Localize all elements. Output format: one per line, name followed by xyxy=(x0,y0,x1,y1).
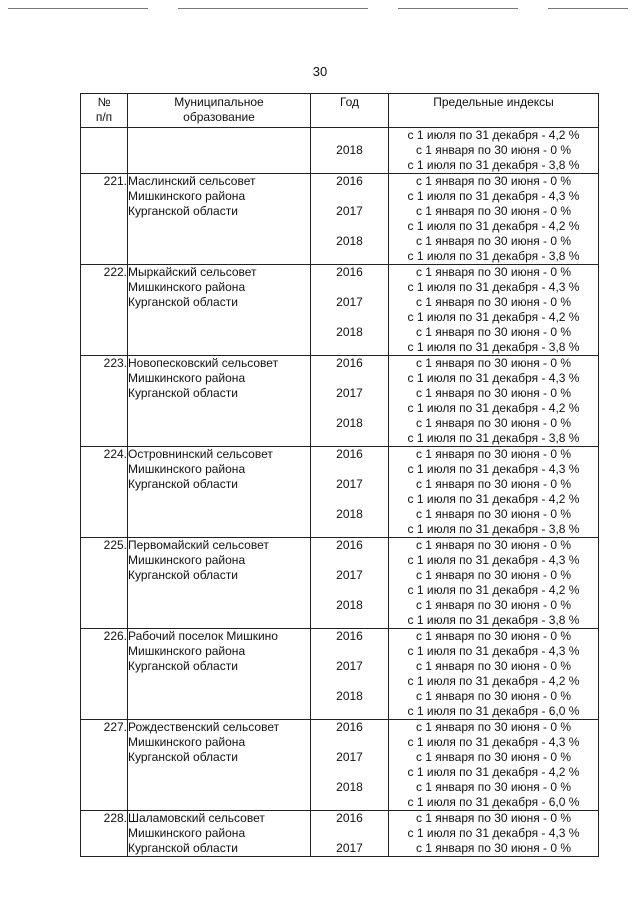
municipality-name-line: Мишкинского района xyxy=(128,644,246,658)
row-number: 224. xyxy=(81,447,128,538)
year-value: 2018 xyxy=(336,780,363,794)
header-indices xyxy=(389,94,599,128)
year-value xyxy=(311,462,388,477)
year-value: 2017 xyxy=(336,568,363,582)
index-value: с 1 января по 30 июня - 0 % xyxy=(415,841,572,855)
year-value xyxy=(311,128,388,143)
index-value: с 1 января по 30 июня - 0 % xyxy=(415,750,572,764)
index-cell xyxy=(389,128,599,174)
year-value: 2017 xyxy=(336,386,363,400)
index-cell xyxy=(389,174,599,265)
index-value: с 1 июля по 31 декабря - 4,2 % xyxy=(407,128,580,142)
municipality-name xyxy=(128,128,311,174)
index-value: с 1 июля по 31 декабря - 4,2 % xyxy=(407,765,580,779)
table-row xyxy=(81,356,599,447)
year-value xyxy=(311,340,388,355)
municipality-name-line: Курганской области xyxy=(128,750,238,764)
index-value: с 1 января по 30 июня - 0 % xyxy=(415,416,572,430)
year-value: 2016 xyxy=(336,356,363,370)
year-value xyxy=(311,735,388,750)
index-value: с 1 июля по 31 декабря - 3,8 % xyxy=(407,613,580,627)
year-value: 2018 xyxy=(336,507,363,521)
municipality-name-line: Мыркайский сельсовет xyxy=(128,265,257,279)
index-value: с 1 июля по 31 декабря - 4,3 % xyxy=(407,644,580,658)
municipality-name xyxy=(128,174,311,265)
municipality-name-line: Курганской области xyxy=(128,841,238,855)
year-value xyxy=(311,310,388,325)
index-cell xyxy=(389,538,599,629)
municipality-name-line: Курганской области xyxy=(128,204,238,218)
year-cell xyxy=(311,356,389,447)
year-value xyxy=(311,492,388,507)
index-value: с 1 января по 30 июня - 0 % xyxy=(415,598,572,612)
year-value: 2017 xyxy=(336,204,363,218)
municipality-name xyxy=(128,538,311,629)
index-value: с 1 июля по 31 декабря - 6,0 % xyxy=(407,704,580,718)
header-number-line: п/п xyxy=(95,110,113,124)
row-number: 223. xyxy=(81,356,128,447)
scan-edge-line xyxy=(398,8,518,9)
year-cell xyxy=(311,447,389,538)
index-value: с 1 января по 30 июня - 0 % xyxy=(415,720,572,734)
row-number: 222. xyxy=(81,265,128,356)
row-number: 225. xyxy=(81,538,128,629)
scan-edge-line xyxy=(8,8,148,9)
year-cell xyxy=(311,538,389,629)
index-value: с 1 января по 30 июня - 0 % xyxy=(415,174,572,188)
municipality-name-line: Курганской области xyxy=(128,386,238,400)
tariff-index-table xyxy=(80,93,599,857)
index-value: с 1 июля по 31 декабря - 6,0 % xyxy=(407,795,580,809)
index-value: с 1 января по 30 июня - 0 % xyxy=(415,659,572,673)
year-value: 2017 xyxy=(336,750,363,764)
index-value: с 1 января по 30 июня - 0 % xyxy=(415,629,572,643)
header-number xyxy=(81,94,128,128)
row-number: 227. xyxy=(81,720,128,811)
row-number: 221. xyxy=(81,174,128,265)
year-cell xyxy=(311,174,389,265)
municipality-name-line: Мишкинского района xyxy=(128,371,246,385)
index-value: с 1 января по 30 июня - 0 % xyxy=(415,356,572,370)
index-value: с 1 июля по 31 декабря - 3,8 % xyxy=(407,249,580,263)
year-cell xyxy=(311,811,389,857)
year-value xyxy=(311,219,388,234)
municipality-name xyxy=(128,265,311,356)
index-value: с 1 января по 30 июня - 0 % xyxy=(415,538,572,552)
header-municipality xyxy=(128,94,311,128)
year-value: 2017 xyxy=(336,841,363,855)
index-value: с 1 января по 30 июня - 0 % xyxy=(415,325,572,339)
year-value xyxy=(311,401,388,416)
municipality-name-line: Рабочий поселок Мишкино xyxy=(128,629,278,643)
index-cell xyxy=(389,811,599,857)
index-cell xyxy=(389,356,599,447)
municipality-name-line: Мишкинского района xyxy=(128,553,246,567)
header-year xyxy=(311,94,389,128)
index-value: с 1 января по 30 июня - 0 % xyxy=(415,780,572,794)
header-number-line: № xyxy=(97,95,111,109)
year-value xyxy=(311,371,388,386)
index-value: с 1 июля по 31 декабря - 4,3 % xyxy=(407,735,580,749)
year-value xyxy=(311,158,388,173)
municipality-name-line: Шаламовский сельсовет xyxy=(128,811,265,825)
year-cell xyxy=(311,265,389,356)
table-row xyxy=(81,629,599,720)
year-value: 2016 xyxy=(336,265,363,279)
row-number xyxy=(81,128,128,174)
year-value: 2016 xyxy=(336,720,363,734)
table-row xyxy=(81,811,599,857)
index-value: с 1 июля по 31 декабря - 3,8 % xyxy=(407,431,580,445)
year-value: 2018 xyxy=(336,234,363,248)
table-row xyxy=(81,128,599,174)
page-number: 30 xyxy=(312,64,328,79)
index-value: с 1 июля по 31 декабря - 4,3 % xyxy=(407,189,580,203)
index-value: с 1 июля по 31 декабря - 4,3 % xyxy=(407,371,580,385)
year-value: 2016 xyxy=(336,811,363,825)
index-value: с 1 июля по 31 декабря - 4,2 % xyxy=(407,583,580,597)
row-number: 228. xyxy=(81,811,128,857)
index-value: с 1 июля по 31 декабря - 4,3 % xyxy=(407,553,580,567)
scan-edge-line xyxy=(178,8,368,9)
index-cell xyxy=(389,629,599,720)
year-value xyxy=(311,613,388,628)
year-value xyxy=(311,704,388,719)
municipality-name-line: Курганской области xyxy=(128,659,238,673)
municipality-name-line: Мишкинского района xyxy=(128,462,246,476)
scan-edge-line xyxy=(548,8,628,9)
table-row xyxy=(81,720,599,811)
year-value: 2018 xyxy=(336,598,363,612)
index-value: с 1 января по 30 июня - 0 % xyxy=(415,386,572,400)
municipality-name-line: Рождественский сельсовет xyxy=(128,720,280,734)
index-value: с 1 июля по 31 декабря - 4,2 % xyxy=(407,401,580,415)
table-row xyxy=(81,174,599,265)
year-cell xyxy=(311,629,389,720)
index-value: с 1 января по 30 июня - 0 % xyxy=(415,811,572,825)
table-row xyxy=(81,265,599,356)
municipality-name-line: Новопесковский сельсовет xyxy=(128,356,279,370)
year-value: 2016 xyxy=(336,538,363,552)
index-value: с 1 июля по 31 декабря - 3,8 % xyxy=(407,340,580,354)
year-value xyxy=(311,189,388,204)
index-value: с 1 января по 30 июня - 0 % xyxy=(415,689,572,703)
year-value xyxy=(311,765,388,780)
municipality-name-line: Маслинский сельсовет xyxy=(128,174,256,188)
year-value: 2017 xyxy=(336,477,363,491)
header-municipality-line: образование xyxy=(183,110,255,124)
row-number: 226. xyxy=(81,629,128,720)
year-value xyxy=(311,644,388,659)
header-municipality-line: Муниципальное xyxy=(174,95,264,109)
year-value xyxy=(311,826,388,841)
year-value xyxy=(311,674,388,689)
municipality-name xyxy=(128,720,311,811)
year-value: 2018 xyxy=(336,143,363,157)
year-value xyxy=(311,522,388,537)
index-value: с 1 июля по 31 декабря - 4,2 % xyxy=(407,492,580,506)
year-value xyxy=(311,583,388,598)
municipality-name xyxy=(128,629,311,720)
year-value xyxy=(311,553,388,568)
municipality-name xyxy=(128,811,311,857)
municipality-name-line: Мишкинского района xyxy=(128,189,246,203)
index-value: с 1 января по 30 июня - 0 % xyxy=(415,234,572,248)
index-value: с 1 июля по 31 декабря - 4,2 % xyxy=(407,310,580,324)
municipality-name-line: Первомайский сельсовет xyxy=(128,538,269,552)
index-cell xyxy=(389,720,599,811)
index-value: с 1 января по 30 июня - 0 % xyxy=(415,568,572,582)
municipality-name-line: Островнинский сельсовет xyxy=(128,447,273,461)
municipality-name-line: Курганской области xyxy=(128,568,238,582)
table-body xyxy=(81,128,599,857)
index-value: с 1 января по 30 июня - 0 % xyxy=(415,204,572,218)
year-value: 2017 xyxy=(336,295,363,309)
year-cell xyxy=(311,128,389,174)
index-value: с 1 января по 30 июня - 0 % xyxy=(415,143,572,157)
index-value: с 1 июля по 31 декабря - 3,8 % xyxy=(407,158,580,172)
index-value: с 1 января по 30 июня - 0 % xyxy=(415,265,572,279)
municipality-name-line: Курганской области xyxy=(128,477,238,491)
municipality-name xyxy=(128,447,311,538)
municipality-name-line: Курганской области xyxy=(128,295,238,309)
index-value: с 1 июля по 31 декабря - 3,8 % xyxy=(407,522,580,536)
year-cell xyxy=(311,720,389,811)
municipality-name-line: Мишкинского района xyxy=(128,280,246,294)
header-year-label: Год xyxy=(339,95,360,109)
year-value xyxy=(311,249,388,264)
index-value: с 1 января по 30 июня - 0 % xyxy=(415,507,572,521)
index-value: с 1 января по 30 июня - 0 % xyxy=(415,477,572,491)
index-value: с 1 июля по 31 декабря - 4,2 % xyxy=(407,674,580,688)
index-value: с 1 июля по 31 декабря - 4,3 % xyxy=(407,280,580,294)
municipality-name-line: Мишкинского района xyxy=(128,735,246,749)
index-value: с 1 июля по 31 декабря - 4,3 % xyxy=(407,462,580,476)
table-row xyxy=(81,538,599,629)
year-value: 2018 xyxy=(336,416,363,430)
index-value: с 1 июля по 31 декабря - 4,3 % xyxy=(407,826,580,840)
index-value: с 1 июля по 31 декабря - 4,2 % xyxy=(407,219,580,233)
year-value xyxy=(311,795,388,810)
year-value xyxy=(311,431,388,446)
index-cell xyxy=(389,265,599,356)
municipality-name-line: Мишкинского района xyxy=(128,826,246,840)
header-indices-label: Предельные индексы xyxy=(433,95,554,109)
index-value: с 1 января по 30 июня - 0 % xyxy=(415,295,572,309)
year-value xyxy=(311,280,388,295)
index-cell xyxy=(389,447,599,538)
year-value: 2016 xyxy=(336,447,363,461)
table-header-row xyxy=(81,94,599,128)
year-value: 2017 xyxy=(336,659,363,673)
index-value: с 1 января по 30 июня - 0 % xyxy=(415,447,572,461)
year-value: 2016 xyxy=(336,629,363,643)
table-row xyxy=(81,447,599,538)
year-value: 2018 xyxy=(336,325,363,339)
year-value: 2018 xyxy=(336,689,363,703)
year-value: 2016 xyxy=(336,174,363,188)
municipality-name xyxy=(128,356,311,447)
